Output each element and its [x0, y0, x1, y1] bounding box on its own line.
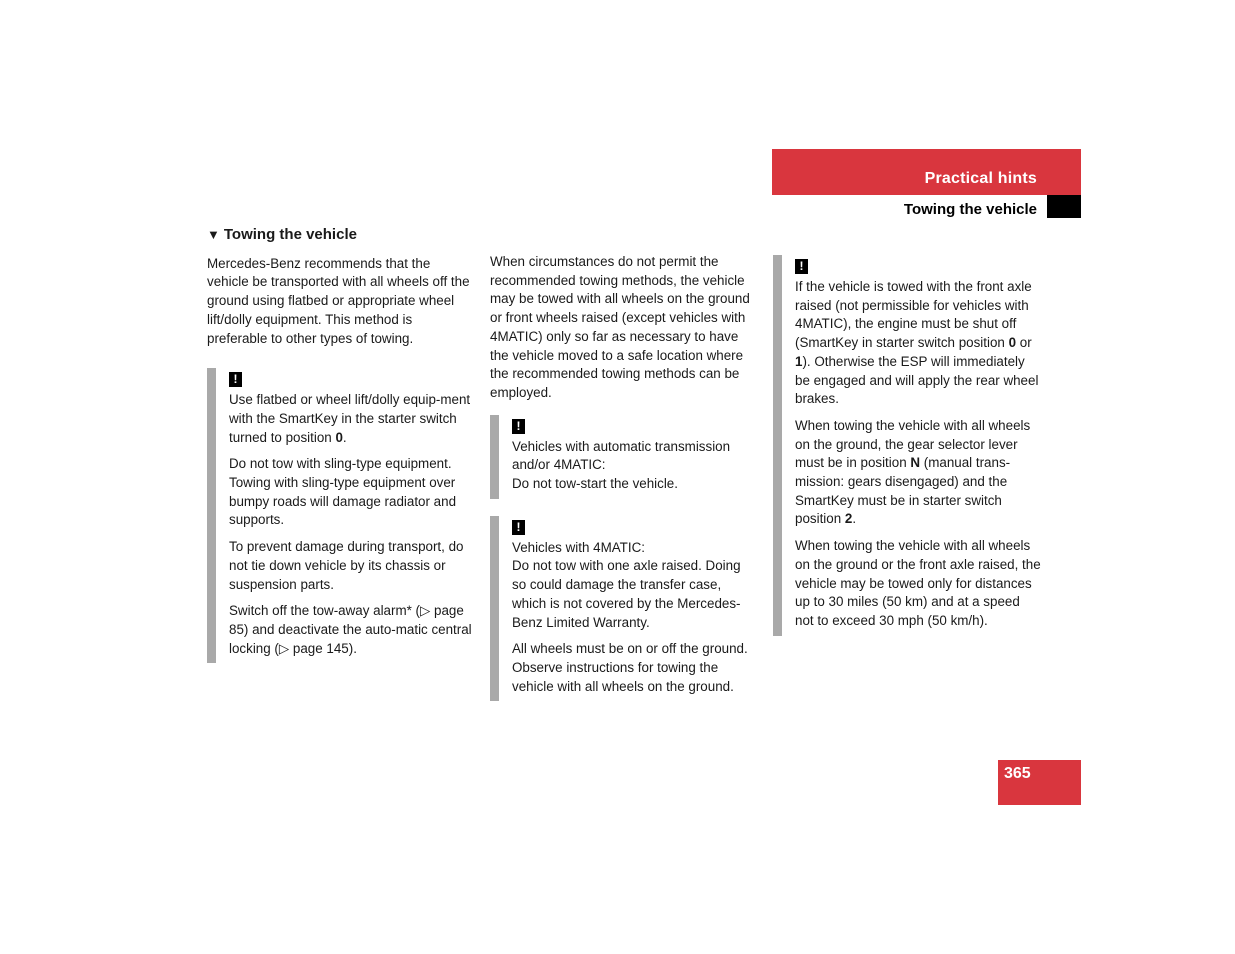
- note-paragraph: When towing the vehicle with all wheels on the ground, the gear selector lever must be in position N (manual trans-mission: gears disengaged) and the SmartKey must be in starter switch position 2.: [795, 417, 1031, 527]
- warning-icon: !: [512, 419, 525, 434]
- section-heading: [207, 226, 475, 245]
- warning-icon: !: [795, 259, 808, 274]
- intro-paragraph: When circumstances do not permit the recommended towing methods, the vehicle may be towed with all wheels on the ground or front wheels raised (except vehicles with 4MATIC) only so far as necessary to have the vehicle moved to a safe location where the recommended towing methods can be employed.: [490, 254, 750, 400]
- caution-note: [773, 255, 1041, 636]
- note-paragraph: Vehicles with automatic transmission and/or 4MATIC: Do not tow-start the vehicle.: [512, 438, 731, 492]
- triangle-down-icon: ▼: [207, 227, 220, 242]
- column-1: [207, 226, 475, 663]
- note-paragraph: Vehicles with 4MATIC: Do not tow with one axle raised. Doing so could damage the transfer case, which is not covered by the Mercedes-Benz Limited Warranty.: [512, 539, 741, 630]
- section-title: Towing the vehicle: [903, 201, 1037, 218]
- note-paragraph: If the vehicle is towed with the front axle raised (not permissible for vehicles with 4MATIC), the engine must be shut off (SmartKey in starter switch position 0 or 1). Otherwise the ESP will immediately be engaged and will apply the rear wheel brakes.: [795, 279, 1039, 407]
- note-paragraph: All wheels must be on or off the ground. Observe instructions for towing the vehicle with all wheels on the ground.: [512, 641, 748, 694]
- caution-note: [207, 368, 475, 663]
- warning-icon: !: [229, 372, 242, 387]
- caution-note: [490, 516, 758, 702]
- note-paragraph: Do not tow with sling-type equipment. Towing with sling-type equipment over bumpy roads will damage radiator and supports.: [229, 456, 457, 528]
- intro-paragraph: Mercedes-Benz recommends that the vehicle be transported with all wheels off the ground using flatbed or appropriate wheel lift/dolly equipment. This method is preferable to other types of towing.: [207, 255, 470, 346]
- caution-note: [490, 415, 758, 499]
- warning-icon: !: [512, 520, 525, 535]
- note-paragraph: Switch off the tow-away alarm* (▷ page 85) and deactivate the auto-matic central locking (▷ page 145).: [229, 603, 472, 656]
- note-paragraph: When towing the vehicle with all wheels on the ground or the front axle raised, the vehicle may be towed only for distances up to 30 miles (50 km) and at a speed not to exceed 30 mph (50 km/h).: [795, 538, 1041, 628]
- page-number: 365: [1004, 765, 1031, 782]
- section-heading-text: Towing the vehicle: [223, 226, 357, 243]
- chapter-title: Practical hints: [924, 170, 1037, 187]
- column-3: [773, 255, 1041, 636]
- section-tab-marker: [1047, 195, 1081, 218]
- note-paragraph: To prevent damage during transport, do not tie down vehicle by its chassis or suspension parts.: [229, 539, 464, 592]
- note-paragraph: Use flatbed or wheel lift/dolly equip-ment with the SmartKey in the starter switch turned to position 0.: [229, 392, 471, 445]
- column-2: [490, 253, 758, 701]
